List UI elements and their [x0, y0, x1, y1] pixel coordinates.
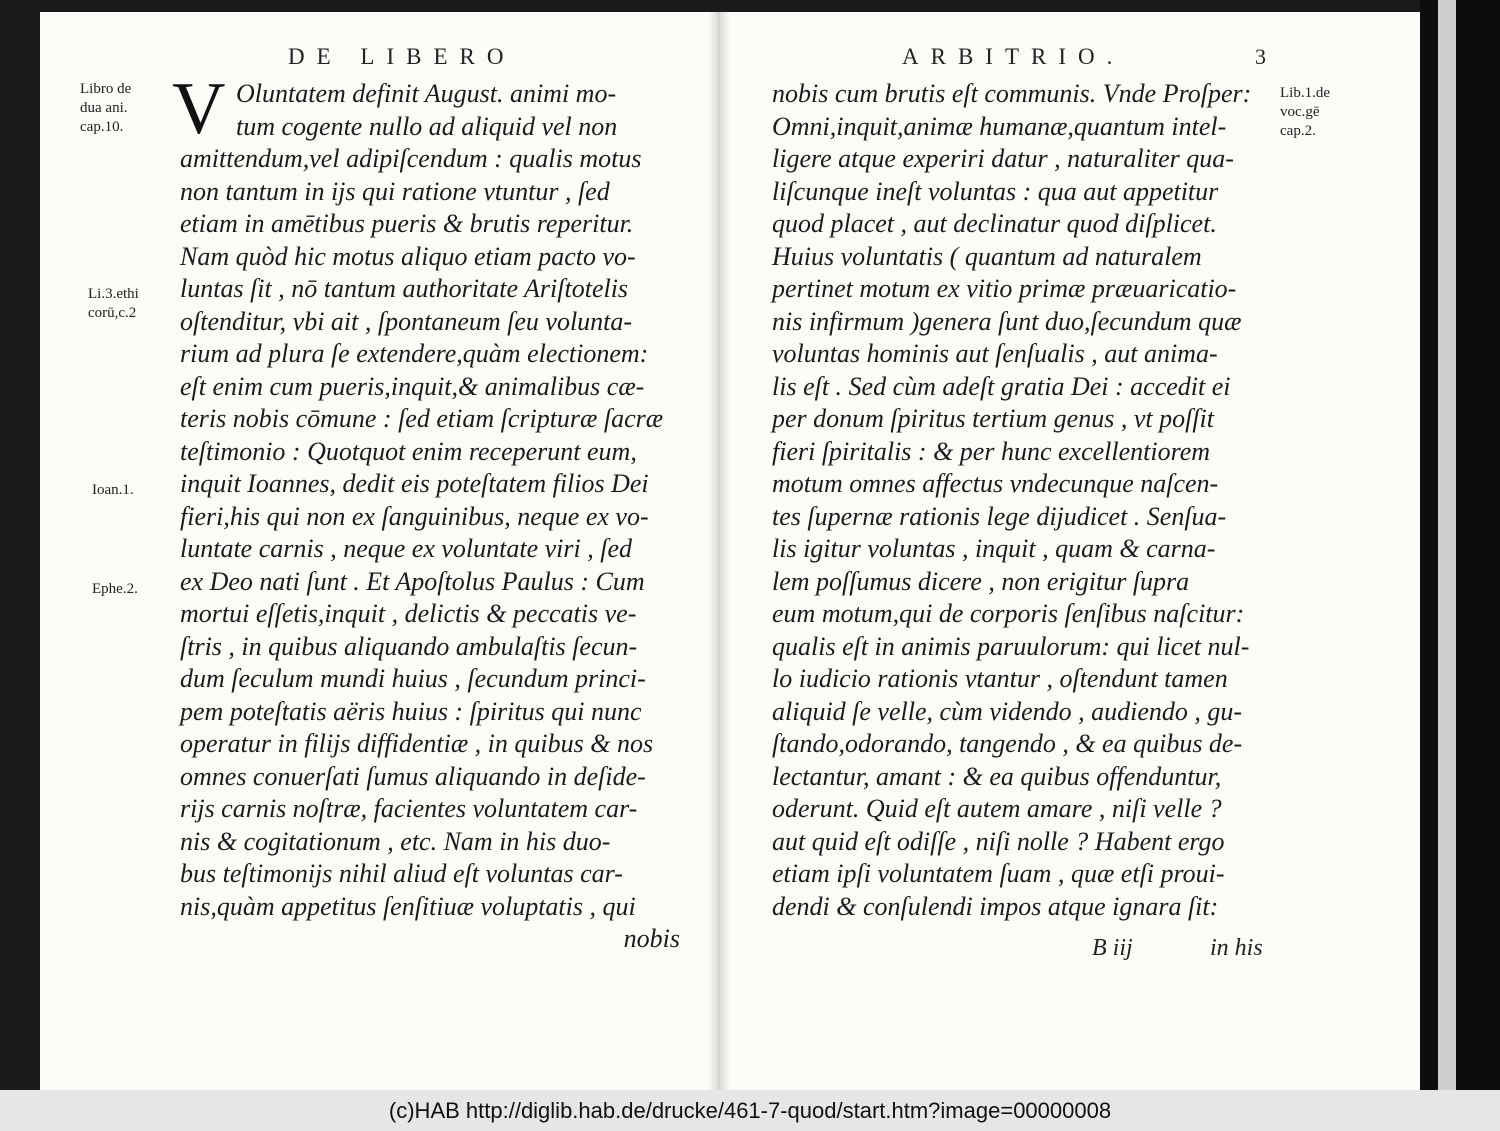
margin-note-line: dua ani.: [80, 100, 128, 116]
left-page-text: [180, 78, 680, 956]
text-line: ſtando,odorando, tangendo , & ea quibus de-: [772, 729, 1243, 758]
text-line: lectantur, amant : & ea quibus offenduntur,: [772, 761, 1222, 791]
text-line: teſtimonio : Quotquot enim receperunt eum,: [180, 436, 637, 466]
text-line: quod placet , aut declinatur quod diſplicet.: [772, 209, 1217, 238]
text-line: etiam in amētibus pueris & brutis reperitur.: [180, 209, 634, 238]
footer-credit: (c)HAB http://diglib.hab.de/drucke/461-7-quod/start.htm?image=00000008: [388, 1097, 1112, 1123]
margin-note-left-4: [92, 580, 138, 599]
running-head-left: DE LIBERO: [288, 44, 516, 69]
text-line: lis eſt . Sed cùm adeſt gratia Dei : accedit ei: [772, 371, 1231, 401]
text-line: mortui eſſetis,inquit , delictis & peccatis ve-: [180, 599, 637, 628]
text-line: luntas ſit , nō tantum authoritate Ariſtotelis: [180, 274, 629, 303]
text-line: rium ad plura ſe extendere,quàm electionem:: [180, 339, 649, 368]
drop-capital: V: [172, 68, 226, 150]
margin-note-left-2: [88, 285, 139, 323]
text-line: Nam quòd hic motus aliquo etiam pacto vo-: [180, 241, 636, 271]
text-line: lem poſſumus dicere , non erigitur ſupra: [772, 566, 1190, 596]
text-line: operatur in filijs diffidentiæ , in quibus & nos: [180, 729, 654, 758]
page-edge-strip: [1438, 0, 1456, 1090]
margin-note-line: cap.10.: [80, 119, 124, 135]
text-line: tum cogente nullo ad aliquid vel non: [236, 111, 618, 141]
copyright-footer: [0, 1090, 1500, 1131]
text-line: eum motum,qui de corporis ſenſibus naſcitur:: [772, 599, 1245, 628]
margin-note-left-1: [80, 80, 131, 137]
text-line: pertinet motum ex vitio primæ præuaricatio-: [772, 274, 1237, 303]
text-line: bus teſtimonijs nihil aliud eſt voluntas car-: [180, 859, 623, 888]
text-line: per donum ſpiritus tertium genus , vt poſſit: [772, 404, 1214, 433]
text-line: inquit Ioannes, dedit eis poteſtatem filios Dei: [180, 469, 649, 498]
text-line: fieri ſpiritalis : & per hunc excellentiorem: [772, 436, 1211, 466]
margin-note-left-3: [92, 481, 134, 500]
margin-note-line: Ioan.1.: [92, 482, 134, 498]
text-line: pem poteſtatis aëris huius : ſpiritus qui nunc: [180, 696, 642, 726]
book-gutter: [708, 12, 730, 1090]
text-line: Omni,inquit,animæ humanæ,quantum intel-: [772, 111, 1227, 141]
text-line: nis infirmum )genera ſunt duo,ſecundum quæ: [772, 306, 1242, 336]
right-page-text: [772, 78, 1272, 923]
scan-right-edge: [1420, 0, 1500, 1090]
margin-note-line: Libro de: [80, 81, 132, 97]
margin-note-line: voc.gē: [1280, 104, 1320, 120]
text-line: eſt enim cum pueris,inquit,& animalibus cæ-: [180, 371, 645, 401]
text-line: liſcunque ineſt voluntas : qua aut appetitur: [772, 176, 1219, 206]
text-line: voluntas hominis aut ſenſualis , aut anima-: [772, 339, 1218, 368]
text-line: ligere atque experiri datur , naturaliter qua-: [772, 144, 1234, 173]
text-line: teris nobis cōmune : ſed etiam ſcripturæ ſacræ: [180, 404, 664, 433]
text-line: qualis eſt in animis paruulorum: qui licet nul-: [772, 631, 1250, 661]
text-line: oſtenditur, vbi ait , ſpontaneum ſeu volunta-: [180, 306, 633, 336]
text-line: dendi & conſulendi impos atque ignara ſit:: [772, 891, 1219, 921]
margin-note-line: Lib.1.de: [1280, 85, 1330, 101]
margin-note-line: Li.3.ethi: [88, 286, 139, 302]
text-line: luntate carnis , neque ex voluntate viri , ſed: [180, 534, 632, 563]
text-line: lo iudicio rationis vtantur , oſtendunt tamen: [772, 664, 1228, 693]
catchword-left: nobis: [623, 924, 680, 953]
text-line: Huius voluntatis ( quantum ad naturalem: [772, 241, 1202, 271]
margin-note-line: corū,c.2: [88, 305, 137, 321]
text-line: lis igitur voluntas , inquit , quam & carna-: [772, 534, 1216, 563]
signature-mark: B iij: [1092, 935, 1133, 961]
margin-note-line: Ephe.2.: [92, 581, 138, 597]
text-line: nobis cum brutis eſt communis. Vnde Proſper:: [772, 79, 1252, 108]
text-line: non tantum in ijs qui ratione vtuntur , ſed: [180, 176, 610, 206]
text-line: amittendum,vel adipiſcendum : qualis motus: [180, 144, 642, 173]
margin-note-right-1: [1280, 84, 1330, 141]
text-line: nis,quàm appetitus ſenſitiuæ voluptatis , qui: [180, 891, 636, 921]
text-line: tes ſupernæ rationis lege dijudicet . Senſua-: [772, 501, 1227, 531]
text-line: Oluntatem definit August. animi mo-: [236, 79, 617, 108]
page-number: 3: [1255, 44, 1266, 69]
text-line: fieri,his qui non ex ſanguinibus, neque ex vo-: [180, 501, 649, 531]
text-line: oderunt. Quid eſt autem amare , niſi velle ?: [772, 794, 1222, 823]
text-line: dum ſeculum mundi huius , ſecundum princi-: [180, 664, 646, 693]
margin-note-line: cap.2.: [1280, 123, 1316, 139]
catchword-right: in his: [1210, 935, 1263, 961]
text-line: nis & cogitationum , etc. Nam in his duo-: [180, 826, 611, 856]
text-line: motum omnes affectus vndecunque naſcen-: [772, 469, 1219, 498]
text-line: etiam ipſi voluntatem ſuam , quæ etſi proui-: [772, 859, 1225, 888]
text-line: aut quid eſt odiſſe , niſi nolle ? Habent ergo: [772, 826, 1225, 856]
text-line: aliquid ſe velle, cùm videndo , audiendo , gu-: [772, 696, 1243, 726]
text-line: ſtris , in quibus aliquando ambulaſtis ſecun-: [180, 631, 638, 661]
text-line: omnes conuerſati ſumus aliquando in deſide-: [180, 761, 646, 791]
text-line: ex Deo nati ſunt . Et Apoſtolus Paulus : Cum: [180, 566, 645, 596]
text-line: rijs carnis noſtræ, facientes voluntatem car-: [180, 794, 638, 823]
running-head-right: ARBITRIO.: [902, 44, 1125, 69]
